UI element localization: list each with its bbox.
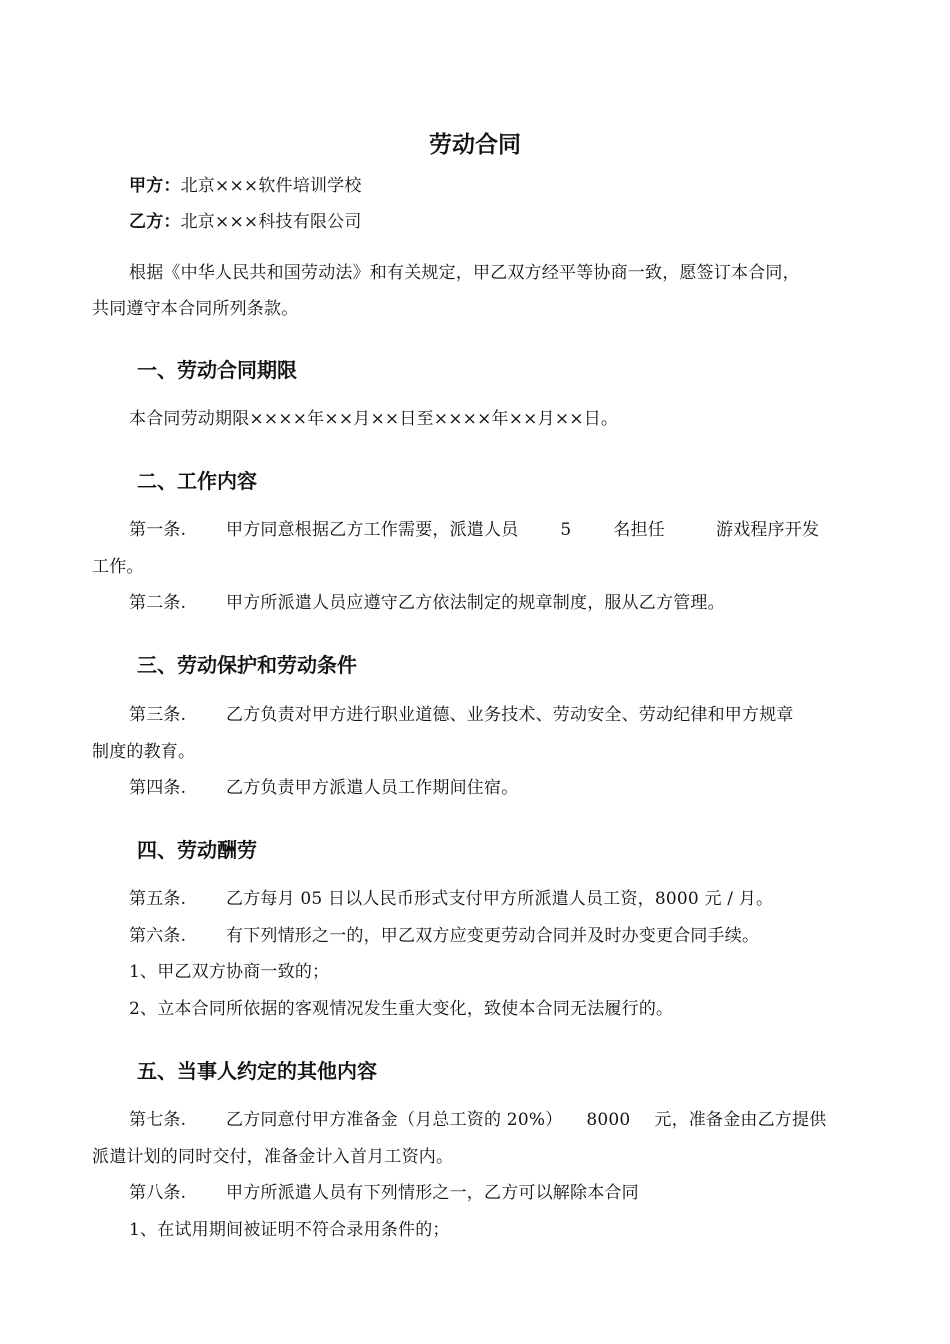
party-a-name: 北京×××软件培训学校	[180, 176, 362, 196]
article-2-number: 第二条.	[129, 593, 187, 613]
article-4-text: 乙方负责甲方派遣人员工作期间住宿。	[226, 778, 519, 798]
article-8-number: 第八条.	[129, 1183, 187, 1203]
article-1-text-b: 名担任	[613, 520, 666, 540]
article-1-number: 第一条.	[129, 520, 187, 540]
article-5-line	[129, 887, 869, 911]
section-3-heading: 三、劳动保护和劳动条件	[137, 653, 357, 677]
section-1-text: 本合同劳动期限××××年××月××日至××××年××月××日。	[129, 409, 619, 429]
article-5-number: 第五条.	[129, 889, 187, 909]
article-2-text: 甲方所派遣人员应遵守乙方依法制定的规章制度，服从乙方管理。	[226, 593, 725, 613]
section-4-list-item-2: 2、立本合同所依据的客观情况发生重大变化，致使本合同无法履行的。	[129, 999, 674, 1019]
article-7-text-a: 乙方同意付甲方准备金（月总工资的 20%）	[226, 1110, 563, 1130]
article-8-text: 甲方所派遣人员有下列情形之一，乙方可以解除本合同	[226, 1183, 639, 1203]
article-1-continuation: 工作。	[92, 557, 144, 577]
section-4-heading: 四、劳动酬劳	[137, 838, 257, 862]
article-6-number: 第六条.	[129, 926, 187, 946]
party-b-label: 乙方：	[129, 212, 181, 232]
preamble-line-2: 共同遵守本合同所列条款。	[92, 299, 299, 319]
document-title: 劳动合同	[429, 132, 521, 158]
article-6-text: 有下列情形之一的，甲乙双方应变更劳动合同并及时办变更合同手续。	[226, 926, 760, 946]
article-6-line	[129, 924, 869, 948]
section-1-heading: 一、劳动合同期限	[137, 358, 297, 382]
section-2-heading: 二、工作内容	[137, 469, 257, 493]
job-title: 游戏程序开发	[716, 520, 820, 540]
article-1-text-a: 甲方同意根据乙方工作需要，派遣人员	[226, 520, 519, 540]
article-3-number: 第三条.	[129, 705, 187, 725]
article-7-number: 第七条.	[129, 1110, 187, 1130]
article-1-line	[129, 518, 869, 542]
party-b-line	[129, 210, 869, 234]
preamble-line-1: 根据《中华人民共和国劳动法》和有关规定，甲乙双方经平等协商一致，愿签订本合同，	[129, 263, 800, 283]
party-a-line	[129, 174, 869, 198]
article-3-text: 乙方负责对甲方进行职业道德、业务技术、劳动安全、劳动纪律和甲方规章	[226, 705, 794, 725]
section-4-list-item-1: 1、甲乙双方协商一致的；	[129, 962, 330, 982]
article-5-text: 乙方每月 05 日以人民币形式支付甲方所派遣人员工资，8000 元 / 月。	[226, 889, 774, 909]
article-8-line	[129, 1181, 869, 1205]
article-4-number: 第四条.	[129, 778, 187, 798]
party-a-label: 甲方：	[129, 176, 181, 196]
section-5-list-item-1: 1、在试用期间被证明不符合录用条件的；	[129, 1220, 450, 1240]
article-7-continuation: 派遣计划的同时交付，准备金计入首月工资内。	[92, 1147, 454, 1167]
section-5-heading: 五、当事人约定的其他内容	[137, 1059, 377, 1083]
dispatch-count: 5	[560, 520, 572, 540]
party-b-name: 北京×××科技有限公司	[180, 212, 362, 232]
article-3-continuation: 制度的教育。	[92, 742, 196, 762]
article-4-line	[129, 776, 869, 800]
article-7-text-b: 元，准备金由乙方提供	[654, 1110, 827, 1130]
article-2-line	[129, 591, 869, 615]
article-3-line	[129, 703, 869, 727]
article-7-line	[129, 1108, 869, 1132]
deposit-amount: 8000	[586, 1110, 631, 1130]
